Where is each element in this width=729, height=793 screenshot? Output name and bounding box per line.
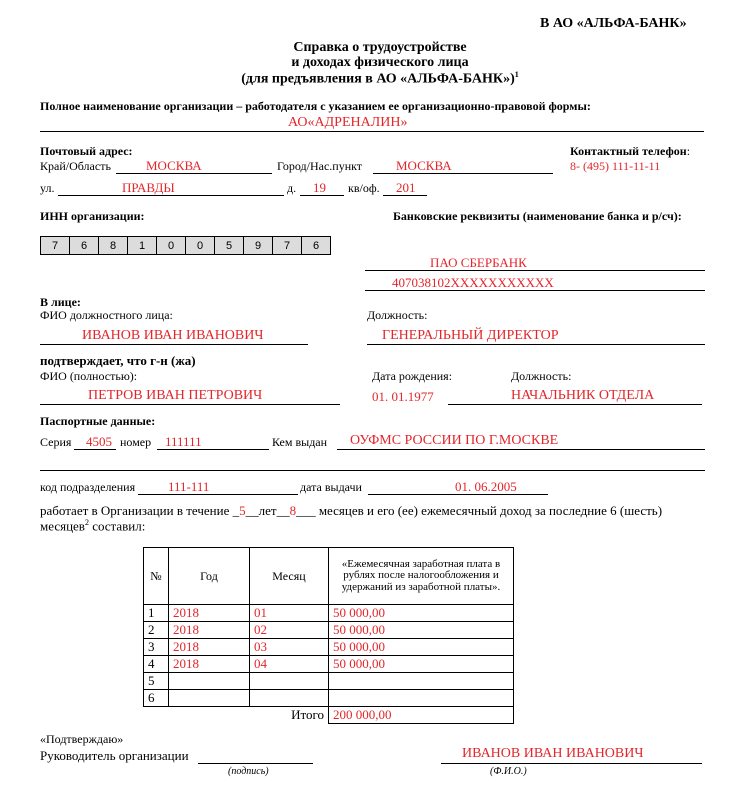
row-month — [250, 673, 329, 690]
confirm-label: «Подтверждаю» — [40, 732, 124, 746]
inn-digit: 5 — [215, 237, 244, 254]
issued-by-value: ОУФМС РОССИИ ПО Г.МОСКВЕ — [350, 433, 559, 448]
division-value: 111-111 — [168, 479, 210, 494]
row-no: 6 — [144, 690, 169, 707]
months-value: 8 — [289, 503, 297, 518]
years-value: 5 — [239, 503, 246, 518]
org-underline — [40, 131, 704, 132]
issued-by-label: Кем выдан — [272, 435, 328, 449]
doc-title-line3: (для предъявления в АО «АЛЬФА-БАНК»)$^1$ — [241, 70, 519, 87]
total-value: 200 000,00 — [329, 707, 514, 724]
division-label: код подразделения — [40, 480, 136, 494]
bank-account-underline — [365, 290, 705, 291]
series-value: 4505 — [86, 434, 112, 449]
house-label: д. — [287, 181, 297, 195]
org-name: АО«АДРЕНАЛИН» — [288, 115, 408, 130]
row-no: 5 — [144, 673, 169, 690]
city-label: Город/Нас.пункт — [277, 159, 363, 173]
col-no-header: № — [144, 548, 169, 605]
inn-digit: 6 — [70, 237, 99, 254]
footnote-2-marker: 2 — [84, 518, 89, 527]
employee-name-underline — [40, 404, 340, 405]
flat-value: 201 — [396, 180, 416, 195]
signature-caption: (подпись) — [228, 766, 269, 777]
division-underline — [138, 494, 298, 495]
flat-label: кв/оф. — [348, 181, 380, 195]
doc-title-line1: Справка о трудоустройстве — [293, 40, 467, 55]
official-position-label: Должность: — [367, 308, 428, 322]
inn-digit: 7 — [273, 237, 302, 254]
employee-position-label: Должность: — [511, 369, 572, 383]
row-salary — [329, 690, 514, 707]
inn-digit: 9 — [244, 237, 273, 254]
table-header-row — [144, 548, 514, 605]
signature-line — [198, 763, 313, 764]
row-salary: 50 000,00 — [329, 605, 514, 622]
row-year: 2018 — [169, 656, 250, 673]
series-underline — [74, 449, 116, 450]
row-no: 1 — [144, 605, 169, 622]
issued-by-second-line — [40, 470, 705, 471]
total-label: Итого — [144, 707, 329, 724]
house-underline — [300, 195, 344, 196]
street-label: ул. — [40, 181, 55, 195]
region-label: Край/Область — [40, 159, 111, 173]
table-row — [144, 690, 514, 707]
address-label: Почтовый адрес: — [40, 144, 133, 158]
employee-fio-label: ФИО (полностью): — [40, 369, 138, 383]
row-month: 01 — [250, 605, 329, 622]
employee-name: ПЕТРОВ ИВАН ПЕТРОВИЧ — [88, 388, 263, 403]
series-label: Серия — [40, 435, 72, 449]
city-value: МОСКВА — [396, 158, 452, 173]
inn-digit: 6 — [312, 239, 320, 252]
bank-account: 407038102XXXXXXXXXXX — [392, 275, 554, 290]
row-year — [169, 673, 250, 690]
row-month: 02 — [250, 622, 329, 639]
table-row — [144, 622, 514, 639]
row-month: 03 — [250, 639, 329, 656]
row-year: 2018 — [169, 622, 250, 639]
row-month: 04 — [250, 656, 329, 673]
row-salary: 50 000,00 — [329, 622, 514, 639]
number-underline — [157, 449, 269, 450]
table-row — [144, 639, 514, 656]
passport-label: Паспортные данные: — [40, 414, 156, 428]
inn-digit: 1 — [128, 237, 157, 254]
table-row — [144, 656, 514, 673]
row-no: 4 — [144, 656, 169, 673]
employee-position: НАЧАЛЬНИК ОТДЕЛА — [511, 388, 655, 403]
col-salary-header: «Ежемесячная заработная плата в рублях после налогообложения и удержаний из заработной платы». — [329, 548, 514, 605]
phone-label: Контактный телефон: — [570, 144, 691, 158]
row-year: 2018 — [169, 639, 250, 656]
flat-underline — [383, 195, 427, 196]
col-month-header: Месяц — [250, 548, 329, 605]
bank-name: ПАО СБЕРБАНК — [430, 255, 527, 270]
bank-name-underline — [365, 270, 705, 271]
row-salary — [329, 673, 514, 690]
table-row — [144, 605, 514, 622]
fio-caption: (Ф.И.О.) — [490, 766, 527, 777]
row-year: 2018 — [169, 605, 250, 622]
inn-boxes — [40, 236, 331, 255]
col-year-header: Год — [169, 548, 250, 605]
doc-title-line2: и доходах физического лица — [291, 55, 469, 70]
row-salary: 50 000,00 — [329, 656, 514, 673]
official-name: ИВАНОВ ИВАН ИВАНОВИЧ — [82, 328, 264, 343]
table-row — [144, 673, 514, 690]
inn-digit: 8 — [99, 237, 128, 254]
row-year — [169, 690, 250, 707]
row-salary: 50 000,00 — [329, 639, 514, 656]
region-value: МОСКВА — [146, 158, 202, 173]
official-name-underline — [40, 344, 308, 345]
employment-text-cont: месяцев$^2$ составил: — [40, 518, 146, 534]
region-underline — [116, 173, 272, 174]
head-name-underline — [441, 763, 702, 764]
in-person-label: В лице: — [40, 295, 81, 309]
number-value: 111111 — [165, 434, 202, 449]
phone-value: 8- (495) 111-11-11 — [570, 159, 661, 173]
inn-digit: 7 — [41, 237, 70, 254]
house-value: 19 — [313, 180, 326, 195]
table-total-row — [144, 707, 514, 724]
row-month — [250, 690, 329, 707]
footnote-1-marker: 1 — [514, 70, 519, 79]
confirms-label: подтверждает, что г-н (жа) — [40, 353, 196, 368]
official-position-underline — [367, 344, 705, 345]
issue-date-label: дата выдачи — [300, 480, 362, 494]
row-no: 3 — [144, 639, 169, 656]
salary-table — [143, 547, 514, 724]
addressee: В АО «АЛЬФА-БАНК» — [540, 16, 687, 31]
official-position: ГЕНЕРАЛЬНЫЙ ДИРЕКТОР — [382, 328, 559, 343]
issued-by-underline — [337, 449, 705, 450]
official-fio-label: ФИО должностного лица: — [40, 308, 173, 322]
head-name: ИВАНОВ ИВАН ИВАНОВИЧ — [462, 746, 644, 761]
issue-date-underline — [368, 494, 548, 495]
city-underline — [373, 173, 553, 174]
street-underline — [58, 195, 284, 196]
inn-label: ИНН организации: — [40, 209, 145, 223]
inn-digit: 0 — [186, 237, 215, 254]
street-value: ПРАВДЫ — [122, 180, 175, 195]
head-label: Руководитель организации — [40, 748, 189, 763]
number-label: номер — [120, 435, 152, 449]
birth-date-value: 01. 01.1977 — [372, 389, 434, 404]
employment-text: работает в Организации в течение _5__лет__8___ месяцев и его (ее) ежемесячный доход за последние 6 (шесть) — [40, 503, 663, 518]
birth-date-label: Дата рождения: — [372, 369, 453, 383]
bank-label: Банковские реквизиты (наименование банка и р/сч): — [393, 209, 682, 223]
issue-date-value: 01. 06.2005 — [455, 479, 517, 494]
employee-position-underline — [448, 404, 702, 405]
inn-digit: 0 — [157, 237, 186, 254]
row-no: 2 — [144, 622, 169, 639]
org-label: Полное наименование организации – работодателя с указанием ее организационно-правовой формы: — [40, 99, 591, 113]
